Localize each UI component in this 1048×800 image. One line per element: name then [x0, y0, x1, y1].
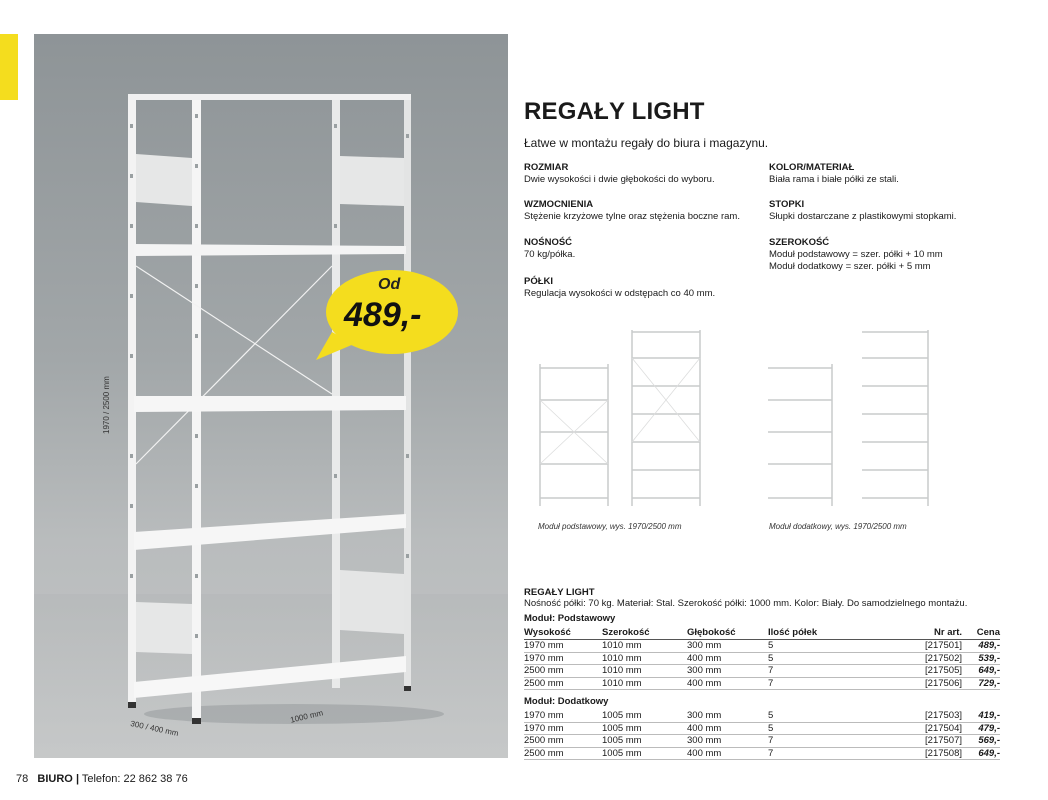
table-row	[524, 722, 1000, 735]
spec-text: Słupki dostarczane z plastikowymi stopkami.	[769, 211, 957, 222]
spec-load-capacity	[524, 237, 754, 261]
spec-shelves	[524, 276, 754, 300]
table-row	[524, 665, 1000, 678]
base-module-caption: Moduł podstawowy, wys. 1970/2500 mm	[538, 522, 682, 531]
table-description: Nośność półki: 70 kg. Materiał: Stal. Szerokość półki: 1000 mm. Kolor: Biały. Do samodzielnego montażu.	[524, 598, 968, 609]
cell-article: [217505]	[872, 665, 962, 678]
spec-text: Moduł podstawowy = szer. półki + 10 mm	[769, 249, 943, 260]
phone-label: Telefon: 22 862 38 76	[81, 773, 188, 785]
table-row	[524, 652, 1000, 665]
extra-module-table	[524, 710, 1000, 760]
cell-price: 489,-	[962, 640, 1000, 653]
table-title: REGAŁY LIGHT	[524, 587, 595, 598]
spec-text: Moduł dodatkowy = szer. półki + 5 mm	[769, 260, 931, 272]
spec-text: Stężenie krzyżowe tylne oraz stężenia boczne ram.	[524, 211, 740, 222]
table-row	[524, 640, 1000, 653]
base-module-small-illustration	[534, 360, 614, 510]
page-footer	[16, 773, 188, 785]
group-title-extra: Moduł: Dodatkowy	[524, 696, 609, 707]
cell-price: 569,-	[962, 735, 1000, 748]
cell-price: 729,-	[962, 677, 1000, 690]
cell-shelves: 5	[768, 722, 872, 735]
page-number: 78	[16, 773, 29, 785]
cell-width: 1010 mm	[602, 677, 687, 690]
section-name: BIURO	[37, 773, 73, 785]
col-price: Cena	[962, 626, 1000, 640]
table-row	[524, 710, 1000, 722]
price-bubble	[314, 270, 460, 360]
col-height: Wysokość	[524, 626, 602, 640]
spec-color-material	[769, 162, 999, 186]
cell-height: 1970 mm	[524, 722, 602, 735]
cell-depth: 300 mm	[687, 665, 768, 678]
spec-heading: WZMOCNIENIA	[524, 199, 594, 210]
product-photo	[34, 34, 508, 758]
spec-size	[524, 162, 754, 186]
product-subtitle: Łatwe w montażu regały do biura i magazynu.	[524, 136, 769, 150]
cell-article: [217501]	[872, 640, 962, 653]
spec-heading: STOPKI	[769, 199, 805, 210]
extra-module-tall-illustration	[858, 326, 934, 510]
cell-shelves: 7	[768, 677, 872, 690]
cell-depth: 300 mm	[687, 735, 768, 748]
cell-price: 479,-	[962, 722, 1000, 735]
cell-shelves: 7	[768, 747, 872, 760]
spec-feet	[769, 199, 999, 223]
cell-depth: 400 mm	[687, 747, 768, 760]
spec-heading: SZEROKOŚĆ	[769, 237, 830, 248]
col-shelf-count: Ilość półek	[768, 626, 872, 640]
cell-depth: 300 mm	[687, 640, 768, 653]
cell-width: 1005 mm	[602, 710, 687, 722]
cell-height: 1970 mm	[524, 640, 602, 653]
price-prefix: Od	[378, 276, 401, 293]
extra-module-caption: Moduł dodatkowy, wys. 1970/2500 mm	[769, 522, 907, 531]
cell-article: [217508]	[872, 747, 962, 760]
spec-text: Regulacja wysokości w odstępach co 40 mm.	[524, 288, 716, 299]
cell-depth: 400 mm	[687, 652, 768, 665]
base-module-tall-illustration	[626, 326, 706, 510]
spec-heading: KOLOR/MATERIAŁ	[769, 162, 855, 173]
cell-height: 2500 mm	[524, 735, 602, 748]
extra-module-small-illustration	[764, 360, 840, 510]
spec-text: Dwie wysokości i dwie głębokości do wyboru.	[524, 174, 715, 185]
cell-shelves: 5	[768, 652, 872, 665]
spec-heading: NOŚNOŚĆ	[524, 237, 573, 248]
table-row	[524, 677, 1000, 690]
cell-article: [217507]	[872, 735, 962, 748]
spec-text: Biała rama i białe półki ze stali.	[769, 174, 899, 185]
cell-width: 1005 mm	[602, 722, 687, 735]
cell-shelves: 7	[768, 665, 872, 678]
cell-height: 2500 mm	[524, 665, 602, 678]
cell-article: [217504]	[872, 722, 962, 735]
cell-width: 1010 mm	[602, 665, 687, 678]
cell-price: 649,-	[962, 665, 1000, 678]
spec-text: 70 kg/półka.	[524, 249, 576, 260]
cell-width: 1005 mm	[602, 747, 687, 760]
table-row	[524, 735, 1000, 748]
spec-heading: PÓŁKI	[524, 276, 554, 287]
cell-price: 539,-	[962, 652, 1000, 665]
cell-shelves: 5	[768, 710, 872, 722]
footer-separator: |	[75, 773, 80, 785]
price-value: 489,-	[344, 296, 422, 334]
cell-height: 1970 mm	[524, 710, 602, 722]
spec-heading: ROZMIAR	[524, 162, 569, 173]
cell-article: [217506]	[872, 677, 962, 690]
cell-height: 2500 mm	[524, 747, 602, 760]
width-dimension-label: 1000 mm	[289, 708, 324, 725]
col-depth: Głębokość	[687, 626, 768, 640]
depth-dimension-label: 300 / 400 mm	[129, 719, 180, 738]
cell-depth: 400 mm	[687, 677, 768, 690]
product-title: REGAŁY LIGHT	[524, 98, 705, 125]
cell-depth: 300 mm	[687, 710, 768, 722]
cell-width: 1005 mm	[602, 735, 687, 748]
cell-height: 2500 mm	[524, 677, 602, 690]
cell-price: 419,-	[962, 710, 1000, 722]
table-row	[524, 747, 1000, 760]
cell-depth: 400 mm	[687, 722, 768, 735]
cell-article: [217502]	[872, 652, 962, 665]
cell-shelves: 7	[768, 735, 872, 748]
group-title-base: Moduł: Podstawowy	[524, 613, 616, 624]
cell-width: 1010 mm	[602, 652, 687, 665]
col-article-number: Nr art.	[872, 626, 962, 640]
cell-article: [217503]	[872, 710, 962, 722]
base-module-table	[524, 626, 1000, 690]
table-header-row	[524, 626, 1000, 640]
spec-width	[769, 237, 999, 272]
cell-price: 649,-	[962, 747, 1000, 760]
section-tab-marker	[0, 34, 18, 100]
spec-reinforcement	[524, 199, 754, 223]
height-dimension-label: 1970 / 2500 mm	[102, 376, 111, 434]
cell-height: 1970 mm	[524, 652, 602, 665]
col-width: Szerokość	[602, 626, 687, 640]
cell-shelves: 5	[768, 640, 872, 653]
cell-width: 1010 mm	[602, 640, 687, 653]
